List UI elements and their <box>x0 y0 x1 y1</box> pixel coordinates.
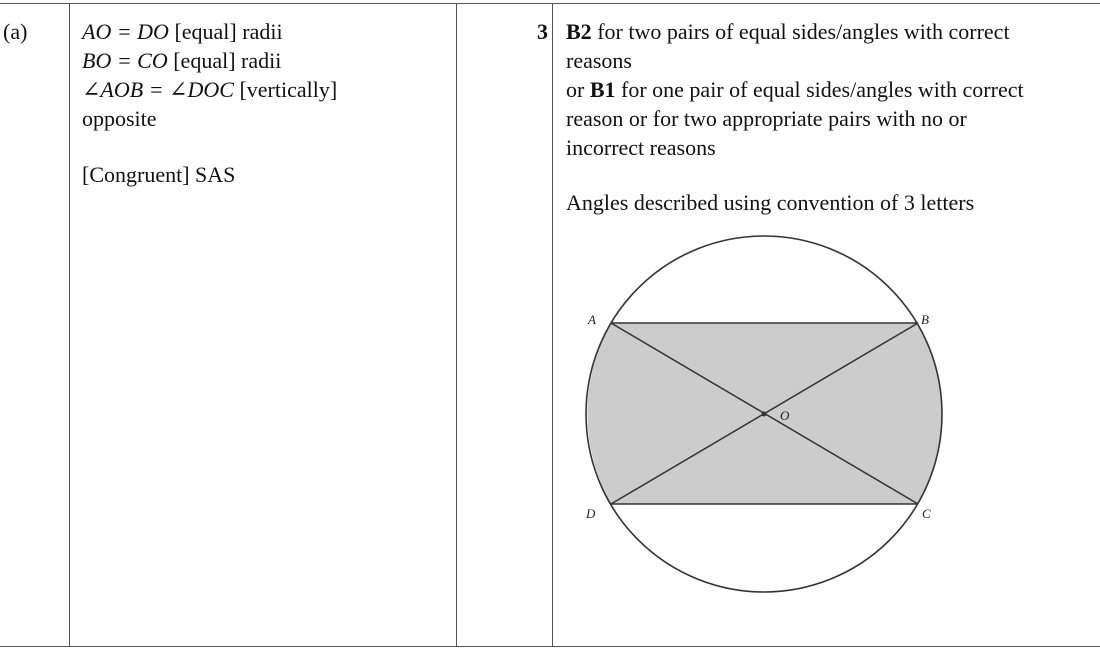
center-point <box>762 412 767 417</box>
guidance-cell <box>566 17 1096 217</box>
table-bottom-border <box>0 646 1100 647</box>
label-d: D <box>586 506 596 521</box>
answer-spacer <box>82 133 442 160</box>
b1-code: B1 <box>589 77 616 102</box>
label-a: A <box>588 312 596 327</box>
answer-line-4: opposite <box>82 106 157 131</box>
label-b: B <box>921 312 929 327</box>
answer-line-1 <box>82 17 442 46</box>
b2-text-continued: reasons <box>566 48 632 73</box>
answer-line-1-bracket: [equal] <box>174 19 237 44</box>
answer-line-2 <box>82 46 442 75</box>
convention-note: Angles described using convention of 3 letters <box>566 190 975 215</box>
column-divider-3 <box>552 3 553 647</box>
b2-text: for two pairs of equal sides/angles with correct <box>597 19 1010 44</box>
answer-line-2-expr: BO = CO <box>82 48 168 73</box>
answer-line-2-bracket: [equal] <box>173 48 236 73</box>
label-o: O <box>780 408 790 423</box>
table-top-border <box>0 3 1100 4</box>
answer-line-3-expr: ∠AOB = ∠DOC <box>82 77 234 102</box>
guidance-b2-line <box>566 17 1096 46</box>
answer-conclusion: [Congruent] SAS <box>82 162 236 187</box>
b1-text-continued: reason or for two appropriate pairs with no or <box>566 106 967 131</box>
answer-line-2-reason: radii <box>241 48 282 73</box>
b1-text: for one pair of equal sides/angles with correct <box>621 77 1024 102</box>
part-label: (a) <box>3 19 28 44</box>
guidance-spacer <box>566 162 1096 188</box>
circle-diagram <box>578 226 958 606</box>
marks-value: 3 <box>537 19 548 44</box>
guidance-b1-line <box>566 75 1096 104</box>
column-divider-1 <box>69 3 70 647</box>
answer-line-3 <box>82 75 442 104</box>
b1-text-continued-2: incorrect reasons <box>566 135 716 160</box>
b2-code: B2 <box>566 19 592 44</box>
b1-prefix: or <box>566 77 585 102</box>
label-c: C <box>922 506 931 521</box>
column-divider-2 <box>456 3 457 647</box>
answer-line-1-expr: AO = DO <box>82 19 169 44</box>
answer-line-3-bracket: [vertically] <box>239 77 338 102</box>
answer-cell <box>82 17 442 189</box>
answer-line-1-reason: radii <box>242 19 283 44</box>
